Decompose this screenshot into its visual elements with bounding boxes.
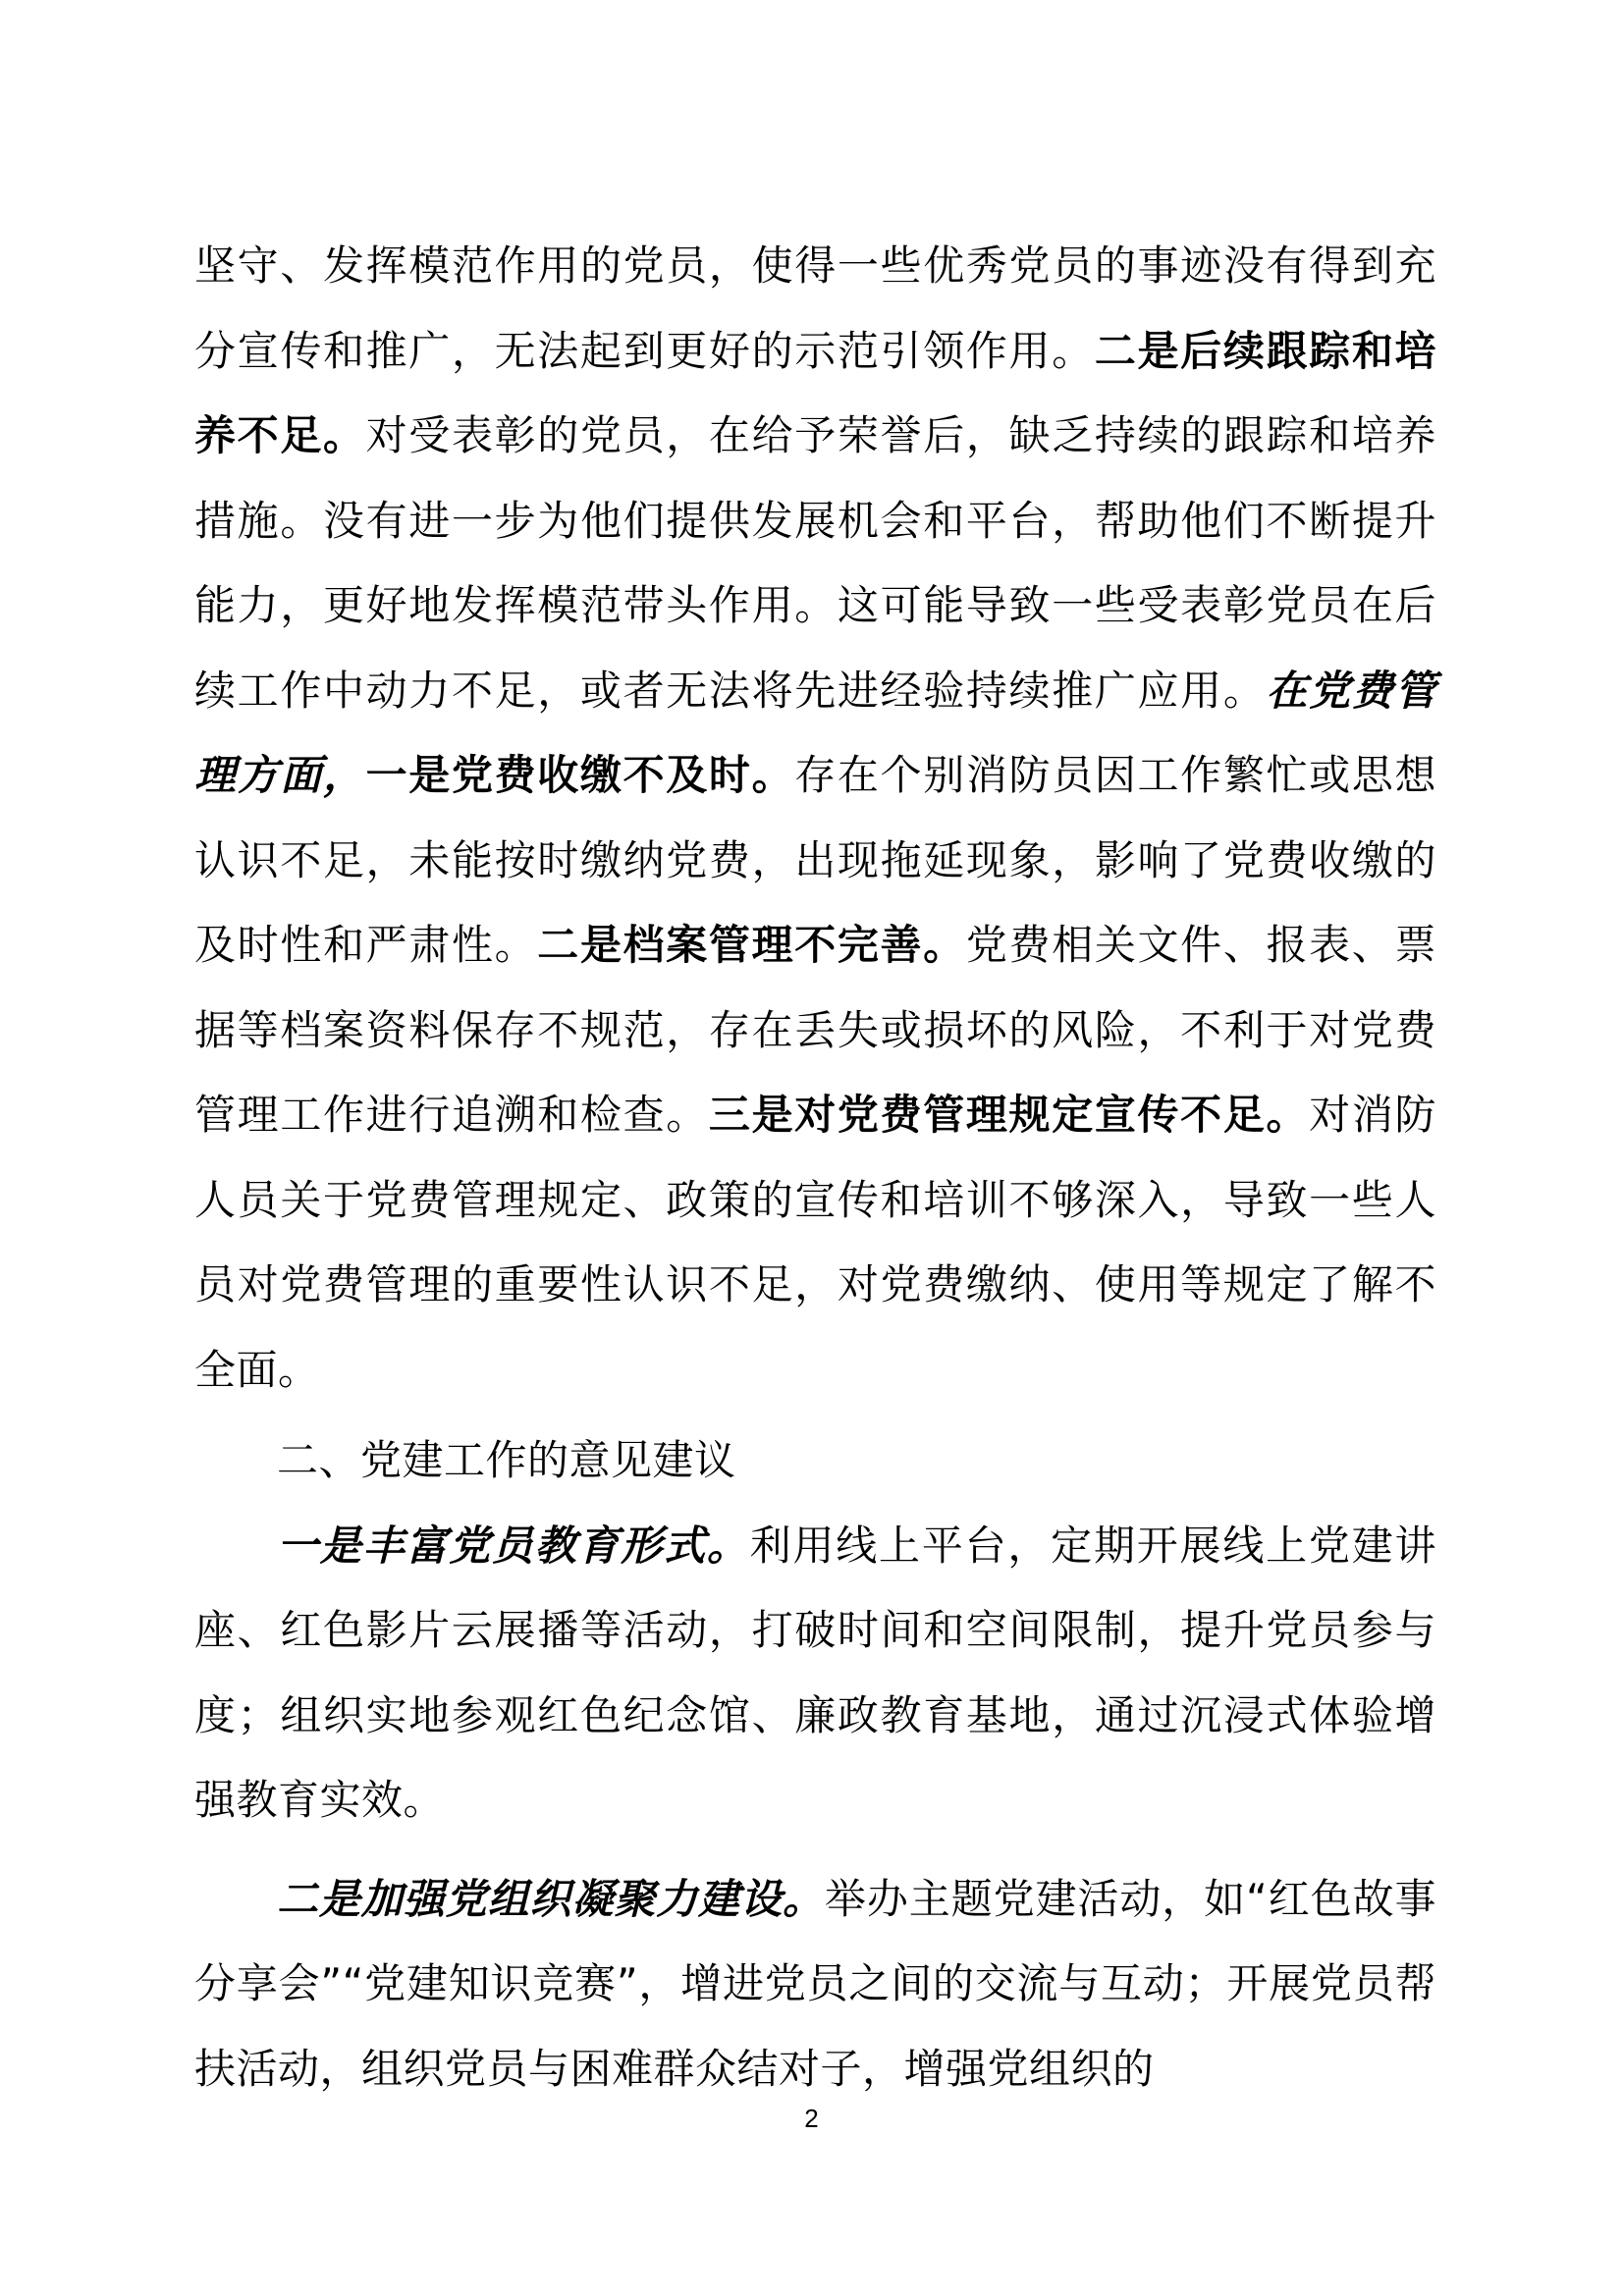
document-body xyxy=(194,224,1436,2111)
italic-subheading: 一是丰富党员教育形式。 xyxy=(277,1521,750,1570)
section-heading: 二、党建工作的意见建议 xyxy=(277,1436,736,1484)
text-segment: 对消防人员关于党费管理规定、政策的宣传和培训不够深入，导致一些人员对党费管理的重要性认识不足，对党费缴纳、使用等规定了解不全面。 xyxy=(194,1091,1436,1394)
text-segment: 利用线上平台，定期开展线上党建讲座、红色影片云展播等活动，打破时间和空间限制，提升党员参与度；组织实地参观红色纪念馆、廉政教育基地，通过沉浸式体验增强教育实效。 xyxy=(194,1521,1436,1824)
italic-subheading: 在党费管理方面， xyxy=(194,666,1436,799)
text-segment: 存在个别消防员因工作繁忙或思想认识不足，未能按时缴纳党费，出现拖延现象，影响了党费收缴的及时性和严肃性。 xyxy=(194,751,1436,969)
italic-subheading: 二是加强党组织凝聚力建设。 xyxy=(277,1874,825,1923)
paragraph-cohesion-building xyxy=(194,1857,1436,2112)
bold-subheading: 一是党费收缴不及时。 xyxy=(365,751,795,799)
bold-subheading: 二是档案管理不完善。 xyxy=(537,921,966,969)
bold-subheading: 三是对党费管理规定宣传不足。 xyxy=(708,1091,1310,1139)
text-segment: 党费相关文件、报表、票据等档案资料保存不规范，存在丢失或损坏的风险，不利于对党费管理工作进行追溯和检查。 xyxy=(194,921,1436,1139)
paragraph-education-forms xyxy=(194,1504,1436,1843)
text-segment: 对受表彰的党员，在给予荣誉后，缺乏持续的跟踪和培养措施。没有进一步为他们提供发展机会和平台，帮助他们不断提升能力，更好地发挥模范带头作用。这可能导致一些受表彰党员在后续工作中动力不足，或者无法将先进经验持续推广应用。 xyxy=(194,411,1436,715)
text-segment: 举办主题党建活动，如“红色故事分享会”“党建知识竞赛”，增进党员之间的交流与互动；开展党员帮扶活动，组织党员与困难群众结对子，增强党组织的 xyxy=(194,1874,1436,2093)
bold-subheading: 二是后续跟踪和培养不足。 xyxy=(194,326,1436,459)
paragraph-party-member-commendation xyxy=(194,224,1436,1413)
page-number: 2 xyxy=(804,2104,819,2133)
text-segment: 坚守、发挥模范作用的党员，使得一些优秀党员的事迹没有得到充分宣传和推广，无法起到更好的示范引领作用。 xyxy=(194,241,1436,375)
